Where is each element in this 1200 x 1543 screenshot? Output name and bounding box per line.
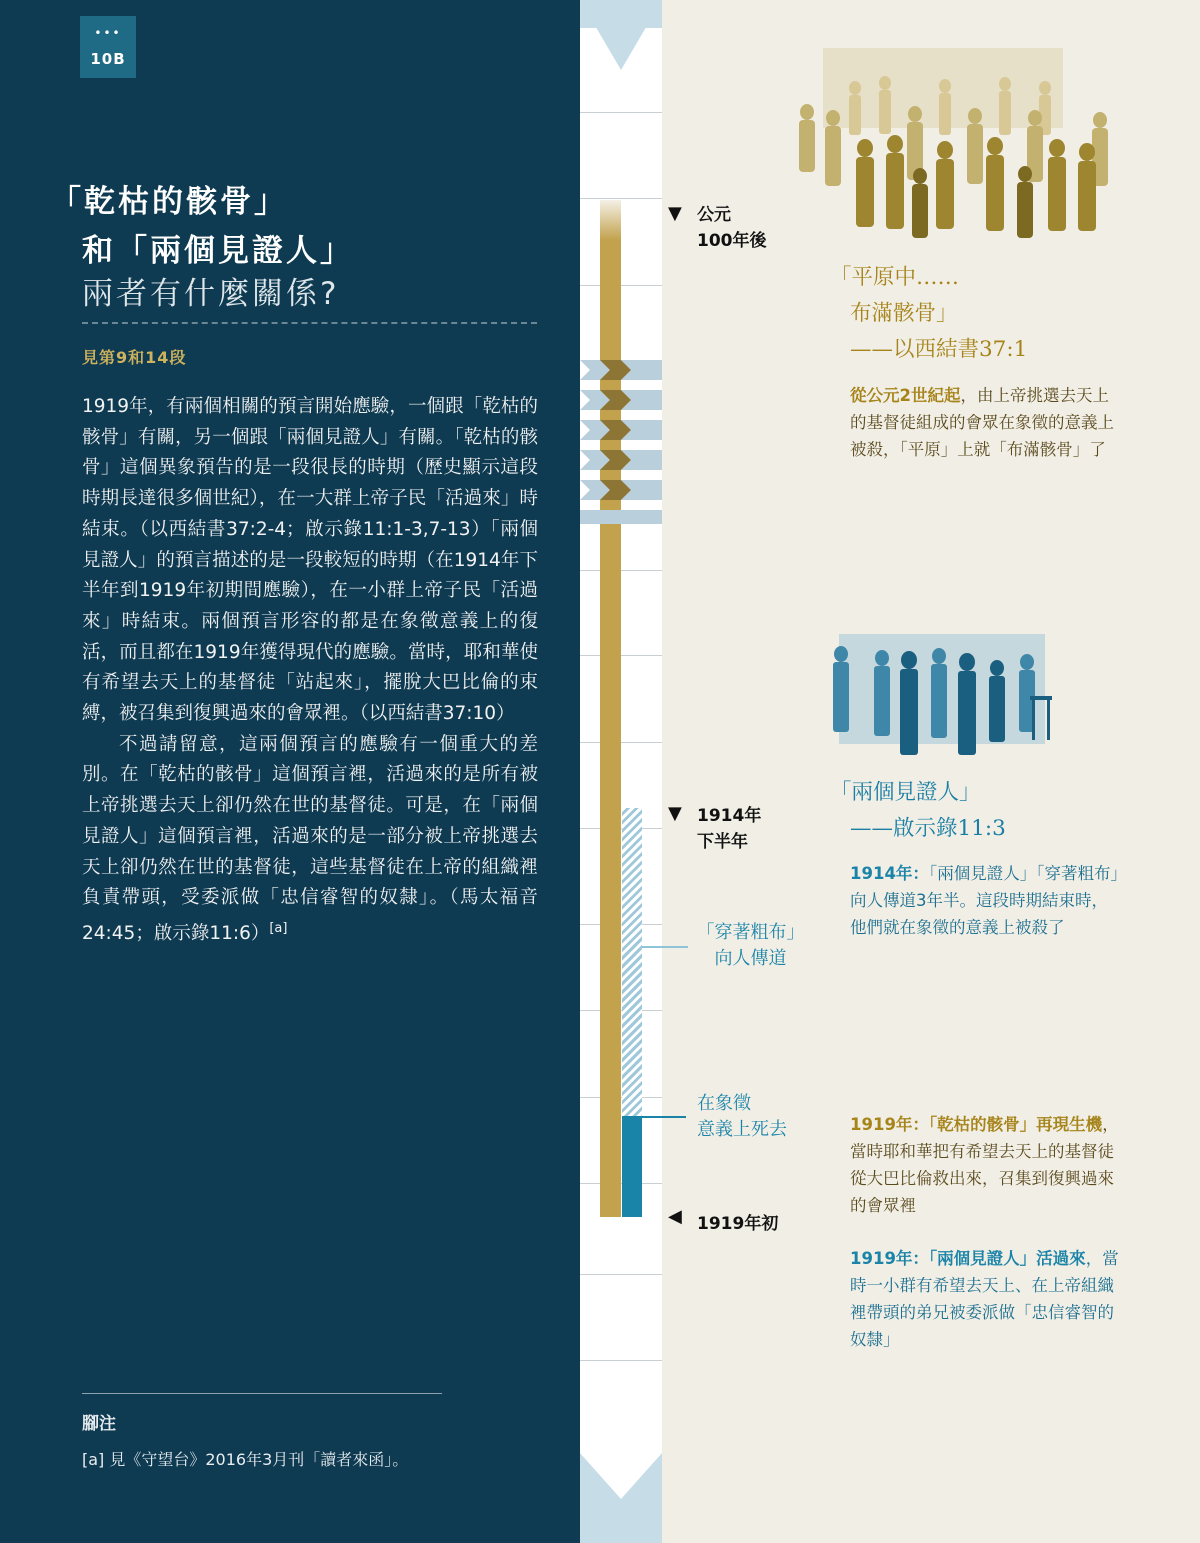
footnote-text: [a] 見《守望台》2016年3月刊「讀者來函」。 <box>82 1450 409 1469</box>
grid-line <box>580 285 662 286</box>
marker-1919: 1919年初 <box>697 1214 779 1234</box>
grid-line <box>580 1360 662 1361</box>
timeline-strip <box>580 0 662 1543</box>
title-line-1: 「乾枯的骸骨」 <box>50 184 288 220</box>
quote-ezekiel-line2: 布滿骸骨」 <box>850 301 958 326</box>
marker-1914-line2: 下半年 <box>697 832 748 852</box>
sackcloth-connector <box>642 946 688 948</box>
bottom-chevron-icon <box>580 1453 662 1543</box>
article-body <box>82 392 538 950</box>
quote-revelation-line1: 「兩個見證人」 <box>830 780 981 805</box>
title-divider <box>82 322 537 324</box>
grid-line <box>580 742 662 743</box>
quote-ezekiel-citation: ——以西結書37:1 <box>850 337 1028 362</box>
marker-100ad <box>697 202 767 254</box>
top-chevron-icon <box>580 0 662 72</box>
dry-bones-bar-fade <box>600 200 621 240</box>
grid-line <box>580 1097 662 1098</box>
note-1919-dry-bones <box>850 1111 1122 1219</box>
note-1914-text: 「兩個見證人」「穿著粗布」向人傳道3年半。這段時期結束時，他們就在象徵的意義上被殺了 <box>850 864 1119 937</box>
note-1914-strong: 1914年： <box>850 864 929 883</box>
grid-line <box>580 1010 662 1011</box>
killed-label-line2: 意義上死去 <box>697 1119 787 1140</box>
title-line-2: 和「兩個見證人」 <box>82 233 354 269</box>
sackcloth-period-bar <box>622 808 642 1116</box>
page-badge <box>80 16 136 78</box>
zigzag-break-icon <box>580 350 662 525</box>
note-1919-witnesses-text: ，當時一小群有希望去天上、在上帝組織裡帶頭的弟兄被委派做「忠信睿智的奴隸」 <box>850 1249 1119 1349</box>
note-1919-witnesses <box>850 1245 1122 1353</box>
footnote-heading: 腳注 <box>82 1414 116 1434</box>
killed-connector <box>642 1116 686 1118</box>
grid-line <box>580 924 662 925</box>
note-1919-dry-bones-strong: 1919年：「乾枯的骸骨」再現生機 <box>850 1115 1103 1134</box>
grid-line <box>580 198 662 199</box>
quote-revelation-citation: ——啟示錄11:3 <box>850 816 1006 841</box>
article-panel <box>0 0 580 1543</box>
note-2nd-century <box>850 382 1122 463</box>
sackcloth-label <box>688 920 813 972</box>
witnesses-illustration <box>827 634 1063 758</box>
sackcloth-label-line2: 向人傳道 <box>714 948 787 969</box>
grid-line <box>580 1183 662 1184</box>
badge-code: 10B <box>90 50 126 68</box>
marker-100ad-line2: 100年後 <box>697 231 767 251</box>
body-paragraph-1: 1919年，有兩個相關的預言開始應驗，一個跟「乾枯的骸骨」有關，另一個跟「兩個見證人」有關。「乾枯的骸骨」這個異象預告的是一段很長的時期（歷史顯示這段時期長達很多個世紀），在一大群上帝子民「活過來」時結束。（以西結書37:2-4；啟示錄11:1-3,7-13）「兩個見證人」的預言描述的是一段較短的時期（在1914年下半年到1919年初期間應驗），在一小群上帝子民「活過來」時結束。兩個預言形容的都是在象徵意義上的復活，而且都在1919年獲得現代的應驗。當時，耶和華使有希望去天上的基督徒「站起來」，擺脫大巴比倫的束縛，被召集到復興過來的會眾裡。（以西結書37:10） <box>82 396 538 725</box>
note-2nd-century-text: ，由上帝挑選去天上的基督徒組成的會眾在象徵的意義上被殺，「平原」上就「布滿骸骨」了 <box>850 386 1114 459</box>
killed-period-bar <box>622 1116 642 1217</box>
killed-label <box>697 1091 787 1143</box>
marker-100ad-line1: 公元 <box>697 205 731 225</box>
footnote-divider <box>82 1393 442 1394</box>
grid-line <box>580 112 662 113</box>
marker-left-triangle-icon: ◀ <box>668 1206 682 1227</box>
grid-line <box>580 655 662 656</box>
quote-revelation <box>830 775 1006 847</box>
grid-line <box>580 828 662 829</box>
grid-line <box>580 570 662 571</box>
body-paragraph-2 <box>82 730 538 950</box>
body-paragraph-2-text: 不過請留意，這兩個預言的應驗有一個重大的差別。在「乾枯的骸骨」這個預言裡，活過來的是所有被上帝挑選去天上卻仍然在世的基督徒。可是，在「兩個見證人」這個預言裡，活過來的是一部分被上帝挑選去天上卻仍然在世的基督徒，這些基督徒在上帝的組織裡負責帶頭，受委派做「忠信睿智的奴隸」。（馬太福音24:45；啟示錄11:6） <box>82 733 538 945</box>
quote-ezekiel-line1: 「平原中…… <box>830 265 960 290</box>
crowd-illustration <box>795 48 1125 240</box>
marker-down-triangle-icon: ▼ <box>668 203 682 224</box>
marker-1914-line1: 1914年 <box>697 806 762 826</box>
grid-line <box>580 1274 662 1275</box>
note-2nd-century-strong: 從公元2世紀起 <box>850 386 961 405</box>
badge-dots: ••• <box>94 26 122 40</box>
note-1919-dry-bones-text: ，當時耶和華把有希望去天上的基督徒從大巴比倫救出來，召集到復興過來的會眾裡 <box>850 1115 1119 1215</box>
footnote-ref-link[interactable]: [a] <box>269 920 288 936</box>
sackcloth-label-line1: 「穿著粗布」 <box>696 922 805 943</box>
note-1914 <box>850 860 1122 941</box>
paragraph-reference: 見第9和14段 <box>82 348 187 367</box>
quote-ezekiel <box>830 260 1027 368</box>
marker-1914 <box>697 803 761 855</box>
note-1919-witnesses-strong: 1919年：「兩個見證人」活過來 <box>850 1249 1086 1268</box>
subtitle: 兩者有什麼關係? <box>82 276 340 312</box>
killed-label-line1: 在象徵 <box>697 1093 751 1114</box>
marker-down-triangle-icon: ▼ <box>668 803 682 824</box>
